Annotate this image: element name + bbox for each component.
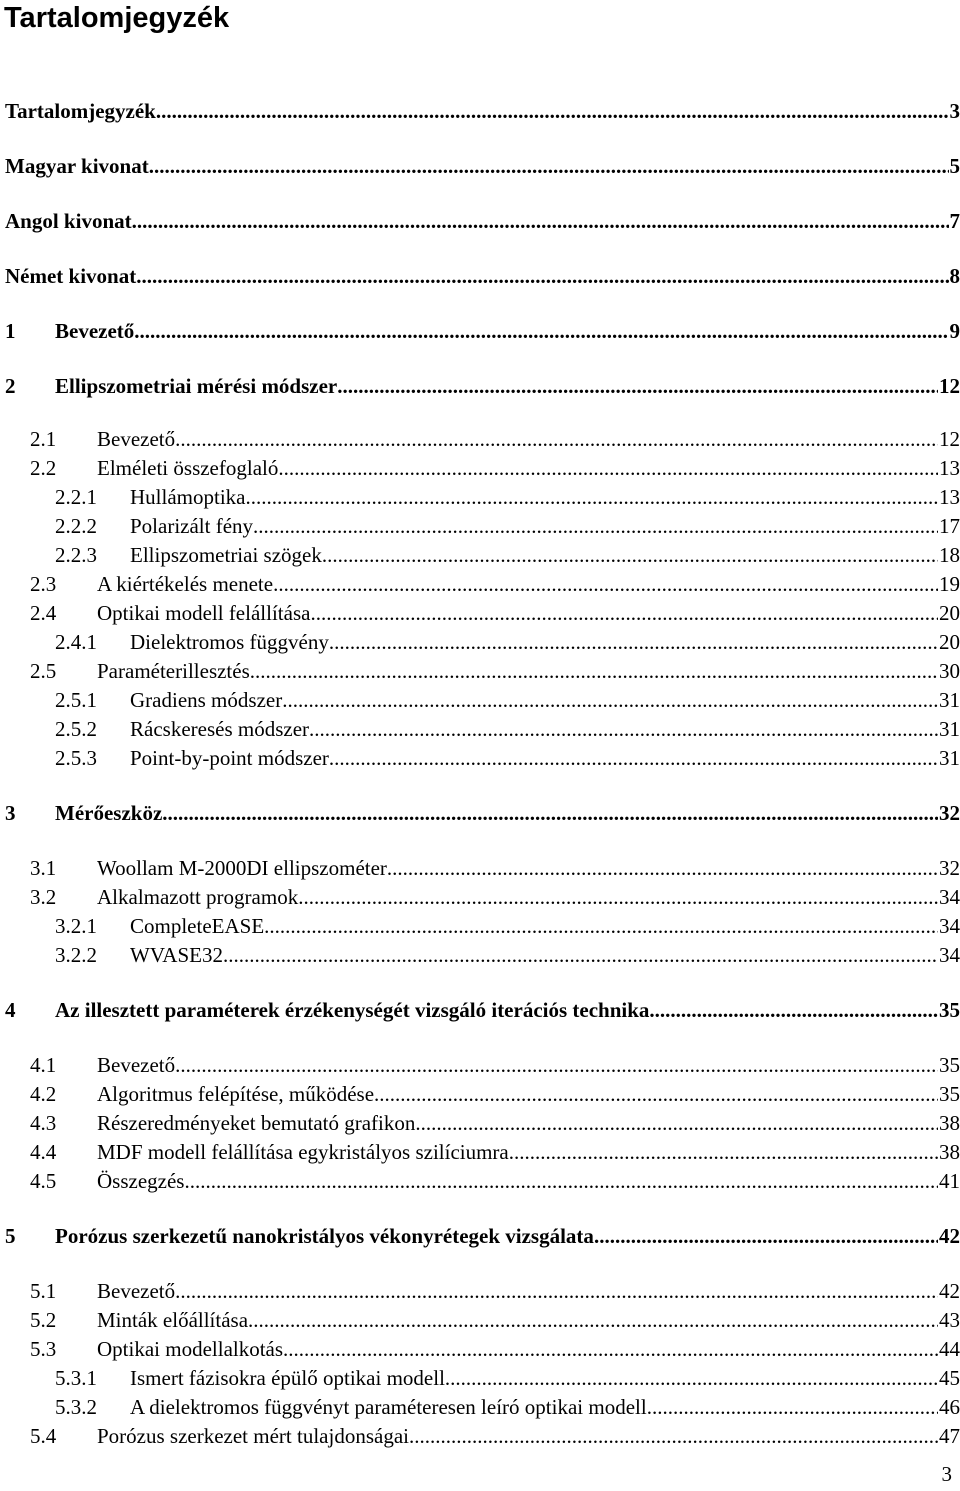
- toc-entry-title: WVASE32: [130, 943, 223, 967]
- toc-entry-title: Porózus szerkezet mért tulajdonságai: [97, 1424, 409, 1448]
- toc-entry[interactable]: [0, 317, 960, 345]
- toc-entry[interactable]: [0, 1109, 960, 1137]
- toc-entry[interactable]: [0, 744, 960, 772]
- toc-entry-number: 2.2.3: [55, 543, 97, 567]
- toc-entry[interactable]: [0, 1393, 960, 1421]
- toc-entry[interactable]: [0, 1138, 960, 1166]
- toc-entry[interactable]: [0, 152, 960, 180]
- toc-entry[interactable]: [0, 1167, 960, 1195]
- toc-entry-number: 3.2: [30, 885, 57, 909]
- toc-entry-title: Polarizált fény: [130, 514, 254, 538]
- toc-entry[interactable]: [0, 262, 960, 290]
- toc-entry-title: Woollam M-2000DI ellipszométer: [97, 856, 387, 880]
- toc-dot-leader: [175, 1277, 938, 1305]
- toc-entry[interactable]: [0, 1306, 960, 1334]
- toc-entry-page: 46: [939, 1395, 960, 1419]
- toc-entry[interactable]: [0, 996, 960, 1024]
- toc-entry-title: MDF modell felállítása egykristályos szilíciumra: [97, 1140, 509, 1164]
- toc-dot-leader: [162, 799, 938, 827]
- toc-entry-page: 12: [939, 427, 960, 451]
- toc-dot-leader: [594, 1222, 938, 1250]
- toc-entry[interactable]: [0, 97, 960, 125]
- toc-entry-page: 9: [949, 319, 960, 343]
- toc-entry[interactable]: [0, 372, 960, 400]
- toc-entry[interactable]: [0, 1335, 960, 1363]
- toc-entry[interactable]: [0, 207, 960, 235]
- toc-entry[interactable]: [0, 883, 960, 911]
- toc-entry-number: 5.4: [30, 1424, 57, 1448]
- toc-dot-leader: [298, 883, 938, 911]
- toc-entry-number: 4.4: [30, 1140, 57, 1164]
- toc-entry[interactable]: [0, 425, 960, 453]
- toc-entry-number: 2.1: [30, 427, 57, 451]
- toc-dot-leader: [445, 1364, 938, 1392]
- toc-dot-leader: [647, 1393, 938, 1421]
- toc-entry-title: Mérőeszköz: [55, 801, 163, 825]
- toc-entry-title: Gradiens módszer: [130, 688, 283, 712]
- toc-dot-leader: [415, 1109, 938, 1137]
- toc-entry-page: 20: [939, 601, 960, 625]
- toc-entry-title: Alkalmazott programok: [97, 885, 299, 909]
- toc-dot-leader: [322, 541, 938, 569]
- toc-entry-page: 44: [939, 1337, 960, 1361]
- toc-entry-number: 2.2.1: [55, 485, 97, 509]
- toc-entry-number: 5.2: [30, 1308, 57, 1332]
- toc-dot-leader: [649, 996, 938, 1024]
- toc-entry-number: 2: [5, 374, 16, 398]
- toc-entry[interactable]: [0, 1364, 960, 1392]
- toc-entry[interactable]: [0, 628, 960, 656]
- toc-entry-page: 41: [939, 1169, 960, 1193]
- toc-entry-number: 4: [5, 998, 16, 1022]
- toc-dot-leader: [409, 1422, 938, 1450]
- toc-entry-number: 2.5: [30, 659, 57, 683]
- toc-entry-page: 12: [939, 374, 960, 398]
- toc-entry-number: 4.3: [30, 1111, 57, 1135]
- toc-entry-number: 2.5.3: [55, 746, 97, 770]
- toc-entry-title: Dielektromos függvény: [130, 630, 329, 654]
- toc-entry-number: 2.4: [30, 601, 57, 625]
- toc-entry-title: Német kivonat: [5, 264, 137, 288]
- toc-entry[interactable]: [0, 454, 960, 482]
- toc-entry-page: 5: [949, 154, 960, 178]
- toc-entry-number: 5.3.1: [55, 1366, 97, 1390]
- toc-dot-leader: [149, 152, 949, 180]
- toc-entry-page: 32: [939, 856, 960, 880]
- toc-entry-number: 2.5.2: [55, 717, 97, 741]
- toc-entry-number: 2.5.1: [55, 688, 97, 712]
- toc-dot-leader: [273, 570, 938, 598]
- toc-dot-leader: [509, 1138, 938, 1166]
- toc-entry-page: 3: [949, 99, 960, 123]
- toc-entry-title: A kiértékelés menete: [97, 572, 274, 596]
- page-number: 3: [941, 1462, 952, 1486]
- toc-entry-number: 5.1: [30, 1279, 57, 1303]
- toc-entry-page: 43: [939, 1308, 960, 1332]
- toc-entry-number: 3.1: [30, 856, 57, 880]
- toc-entry-number: 3: [5, 801, 16, 825]
- toc-entry-page: 31: [939, 688, 960, 712]
- toc-entry[interactable]: [0, 599, 960, 627]
- toc-entry[interactable]: [0, 1222, 960, 1250]
- toc-entry-page: 18: [939, 543, 960, 567]
- toc-entry-page: 38: [939, 1111, 960, 1135]
- toc-entry-number: 5: [5, 1224, 16, 1248]
- toc-dot-leader: [136, 262, 948, 290]
- toc-entry[interactable]: [0, 941, 960, 969]
- toc-entry-title: Ellipszometriai mérési módszer: [55, 374, 338, 398]
- toc-dot-leader: [248, 1306, 938, 1334]
- toc-entry[interactable]: [0, 912, 960, 940]
- toc-entry-page: 42: [939, 1224, 960, 1248]
- toc-entry-title: Tartalomjegyzék: [5, 99, 156, 123]
- toc-entry-number: 3.2.2: [55, 943, 97, 967]
- toc-dot-leader: [310, 599, 938, 627]
- toc-entry-title: Bevezető: [55, 319, 135, 343]
- toc-entry-page: 19: [939, 572, 960, 596]
- toc-dot-leader: [329, 744, 938, 772]
- toc-entry-title: Összegzés: [97, 1169, 185, 1193]
- toc-entry-title: Optikai modellalkotás: [97, 1337, 284, 1361]
- toc-entry-page: 34: [939, 943, 960, 967]
- toc-entry[interactable]: [0, 715, 960, 743]
- toc-entry-page: 30: [939, 659, 960, 683]
- toc-entry-page: 35: [939, 1053, 960, 1077]
- toc-dot-leader: [245, 483, 938, 511]
- toc-entry-page: 45: [939, 1366, 960, 1390]
- toc-entry-number: 2.2.2: [55, 514, 97, 538]
- toc-entry-title: A dielektromos függvényt paraméteresen leíró optikai modell: [130, 1395, 647, 1419]
- toc-entry-title: Részeredményeket bemutató grafikon: [97, 1111, 416, 1135]
- toc-entry-title: Point-by-point módszer: [130, 746, 329, 770]
- toc-dot-leader: [223, 941, 938, 969]
- toc-dot-leader: [374, 1080, 938, 1108]
- toc-dot-leader: [175, 425, 938, 453]
- toc-dot-leader: [253, 512, 938, 540]
- toc-entry[interactable]: [0, 1277, 960, 1305]
- toc-entry-number: 2.3: [30, 572, 57, 596]
- toc-entry-number: 2.4.1: [55, 630, 97, 654]
- toc-entry-number: 4.5: [30, 1169, 57, 1193]
- toc-entry-title: Ellipszometriai szögek: [130, 543, 322, 567]
- toc-entry-page: 38: [939, 1140, 960, 1164]
- toc-entry-number: 4.1: [30, 1053, 57, 1077]
- toc-entry-number: 3.2.1: [55, 914, 97, 938]
- toc-entry[interactable]: [0, 1422, 960, 1450]
- toc-entry[interactable]: [0, 686, 960, 714]
- toc-entry-title: Bevezető: [97, 1053, 176, 1077]
- toc-entry-page: 47: [939, 1424, 960, 1448]
- toc-entry[interactable]: [0, 657, 960, 685]
- toc-entry-page: 13: [939, 456, 960, 480]
- toc-entry-title: Algoritmus felépítése, működése: [97, 1082, 375, 1106]
- toc-entry-page: 7: [949, 209, 960, 233]
- page-title: Tartalomjegyzék: [4, 2, 230, 34]
- toc-entry-title: Porózus szerkezetű nanokristályos vékonyrétegek vizsgálata: [55, 1224, 594, 1248]
- toc-entry-title: Bevezető: [97, 1279, 176, 1303]
- toc-entry[interactable]: [0, 1051, 960, 1079]
- toc-entry-title: Magyar kivonat: [5, 154, 149, 178]
- toc-entry-number: 4.2: [30, 1082, 57, 1106]
- toc-entry[interactable]: [0, 483, 960, 511]
- toc-dot-leader: [250, 657, 938, 685]
- toc-dot-leader: [278, 454, 938, 482]
- toc-dot-leader: [264, 912, 938, 940]
- toc-entry[interactable]: [0, 799, 960, 827]
- toc-entry-title: Optikai modell felállítása: [97, 601, 311, 625]
- toc-dot-leader: [184, 1167, 938, 1195]
- toc-entry-number: 1: [5, 319, 16, 343]
- toc-entry-title: Ismert fázisokra épülő optikai modell: [130, 1366, 445, 1390]
- toc-entry-page: 8: [949, 264, 960, 288]
- toc-entry[interactable]: [0, 541, 960, 569]
- toc-dot-leader: [283, 1335, 938, 1363]
- toc-entry-page: 34: [939, 914, 960, 938]
- toc-dot-leader: [132, 207, 949, 235]
- toc-entry-number: 2.2: [30, 456, 57, 480]
- toc-dot-leader: [156, 97, 949, 125]
- toc-entry-title: Paraméterillesztés: [97, 659, 250, 683]
- toc-entry-page: 42: [939, 1279, 960, 1303]
- toc-entry-title: Angol kivonat: [5, 209, 132, 233]
- toc-entry-page: 17: [939, 514, 960, 538]
- toc-entry-title: Hullámoptika: [130, 485, 246, 509]
- toc-dot-leader: [387, 854, 938, 882]
- toc-entry-number: 5.3.2: [55, 1395, 97, 1419]
- toc-dot-leader: [282, 686, 938, 714]
- toc-entry-title: Bevezető: [97, 427, 176, 451]
- toc-entry-page: 35: [939, 998, 960, 1022]
- toc-entry[interactable]: [0, 512, 960, 540]
- toc-dot-leader: [134, 317, 948, 345]
- toc-entry-page: 13: [939, 485, 960, 509]
- toc-entry-page: 32: [939, 801, 960, 825]
- toc-entry-page: 35: [939, 1082, 960, 1106]
- toc-dot-leader: [175, 1051, 938, 1079]
- toc-entry-title: Rácskeresés módszer: [130, 717, 310, 741]
- toc-entry-title: Elméleti összefoglaló: [97, 456, 279, 480]
- toc-dot-leader: [309, 715, 938, 743]
- toc-entry-title: CompleteEASE: [130, 914, 265, 938]
- toc-entry[interactable]: [0, 854, 960, 882]
- toc-dot-leader: [337, 372, 938, 400]
- toc-entry[interactable]: [0, 570, 960, 598]
- toc-entry-page: 20: [939, 630, 960, 654]
- toc-entry[interactable]: [0, 1080, 960, 1108]
- toc-entry-page: 31: [939, 717, 960, 741]
- toc-dot-leader: [329, 628, 938, 656]
- toc-entry-title: Minták előállítása: [97, 1308, 249, 1332]
- toc-entry-title: Az illesztett paraméterek érzékenységét vizsgáló iterációs technika: [55, 998, 650, 1022]
- toc-entry-page: 31: [939, 746, 960, 770]
- toc-entry-page: 34: [939, 885, 960, 909]
- toc-entry-number: 5.3: [30, 1337, 57, 1361]
